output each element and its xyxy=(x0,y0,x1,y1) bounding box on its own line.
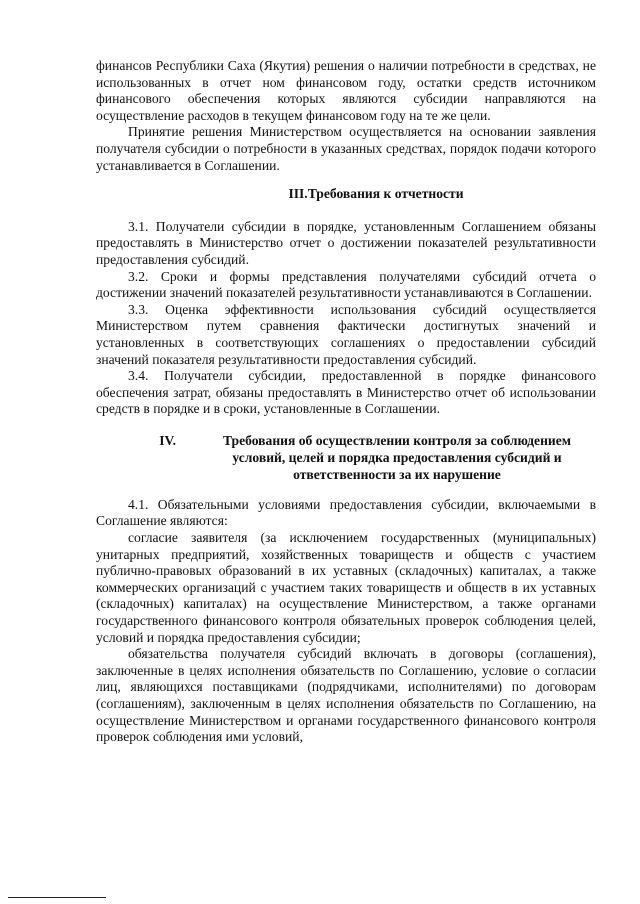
intro-paragraph-2: Принятие решения Министерством осуществляется на основании заявления получателя субсидии о потребности в указанных средствах, порядок подачи которого устанавливается в Соглашении. xyxy=(96,124,596,173)
section-4-title: Требования об осуществлении контроля за соблюдением условий, целей и порядка предоставления субсидий и ответственности за их нарушение xyxy=(222,432,572,482)
footnote-rule xyxy=(8,897,106,898)
section-3-heading: III.Требования к отчетности xyxy=(288,186,464,202)
section-4-paragraph-2: согласие заявителя (за исключением государственных (муниципальных) унитарных предприятий, хозяйственных товариществ и обществ с участием публично-правовых образований в их уставных (складочных) капиталах, а также коммерческих организаций с участием таких товариществ и обществ в их уставных (складочных) капиталах) на осуществление Министерством, а также органами государственного финансового контроля обязательных проверок соблюдения целей, условий и порядка предоставления субсидии; xyxy=(96,530,596,645)
section-4-heading xyxy=(96,432,596,483)
section-3-item-2: 3.2. Сроки и формы представления получателями субсидий отчета о достижении значений показателей результативности устанавливаются в Соглашении. xyxy=(96,268,596,301)
section-3-item-4: 3.4. Получатели субсидии, предоставленной в порядке финансового обеспечения затрат, обязаны предоставлять в Министерство отчет об использовании средств в порядке и в сроки, установленные в Соглашении. xyxy=(96,368,596,417)
document-page xyxy=(96,58,596,746)
section-4-paragraph-1: 4.1. Обязательными условиями предоставления субсидии, включаемыми в Соглашение являются: xyxy=(96,496,596,529)
section-4-paragraph-3: обязательства получателя субсидий включать в договоры (соглашения), заключенные в целях исполнения обязательств по Соглашению, условие о согласии лиц, являющихся поставщиками (подрядчиками, исполнителями) по договорам (соглашениям), заключенным в целях исполнения обязательств по Соглашению, на осуществление Министерством и органами государственного финансового контроля проверок соблюдения ими условий, xyxy=(96,646,596,745)
section-3-item-1: 3.1. Получатели субсидии в порядке, установленным Соглашением обязаны предоставлять в Министерство отчет о достижении показателей результативности предоставления субсидий. xyxy=(96,218,596,267)
intro-paragraph-1: финансов Республики Саха (Якутия) решения о наличии потребности в средствах, не использованных в отчет ном финансовом году, остатки средств источником финансового обеспечения которых являются субсидии направляются на осуществление расходов в текущем финансовом году на те же цели. xyxy=(96,58,596,123)
section-4-number: IV. xyxy=(159,432,176,448)
section-3-item-3: 3.3. Оценка эффективности использования субсидий осуществляется Министерством путем сравнения фактически достигнутых значений и установленных в соответствующих соглашениях о предоставлении субсидий значений показателя результативности предоставления субсидий. xyxy=(96,301,596,367)
